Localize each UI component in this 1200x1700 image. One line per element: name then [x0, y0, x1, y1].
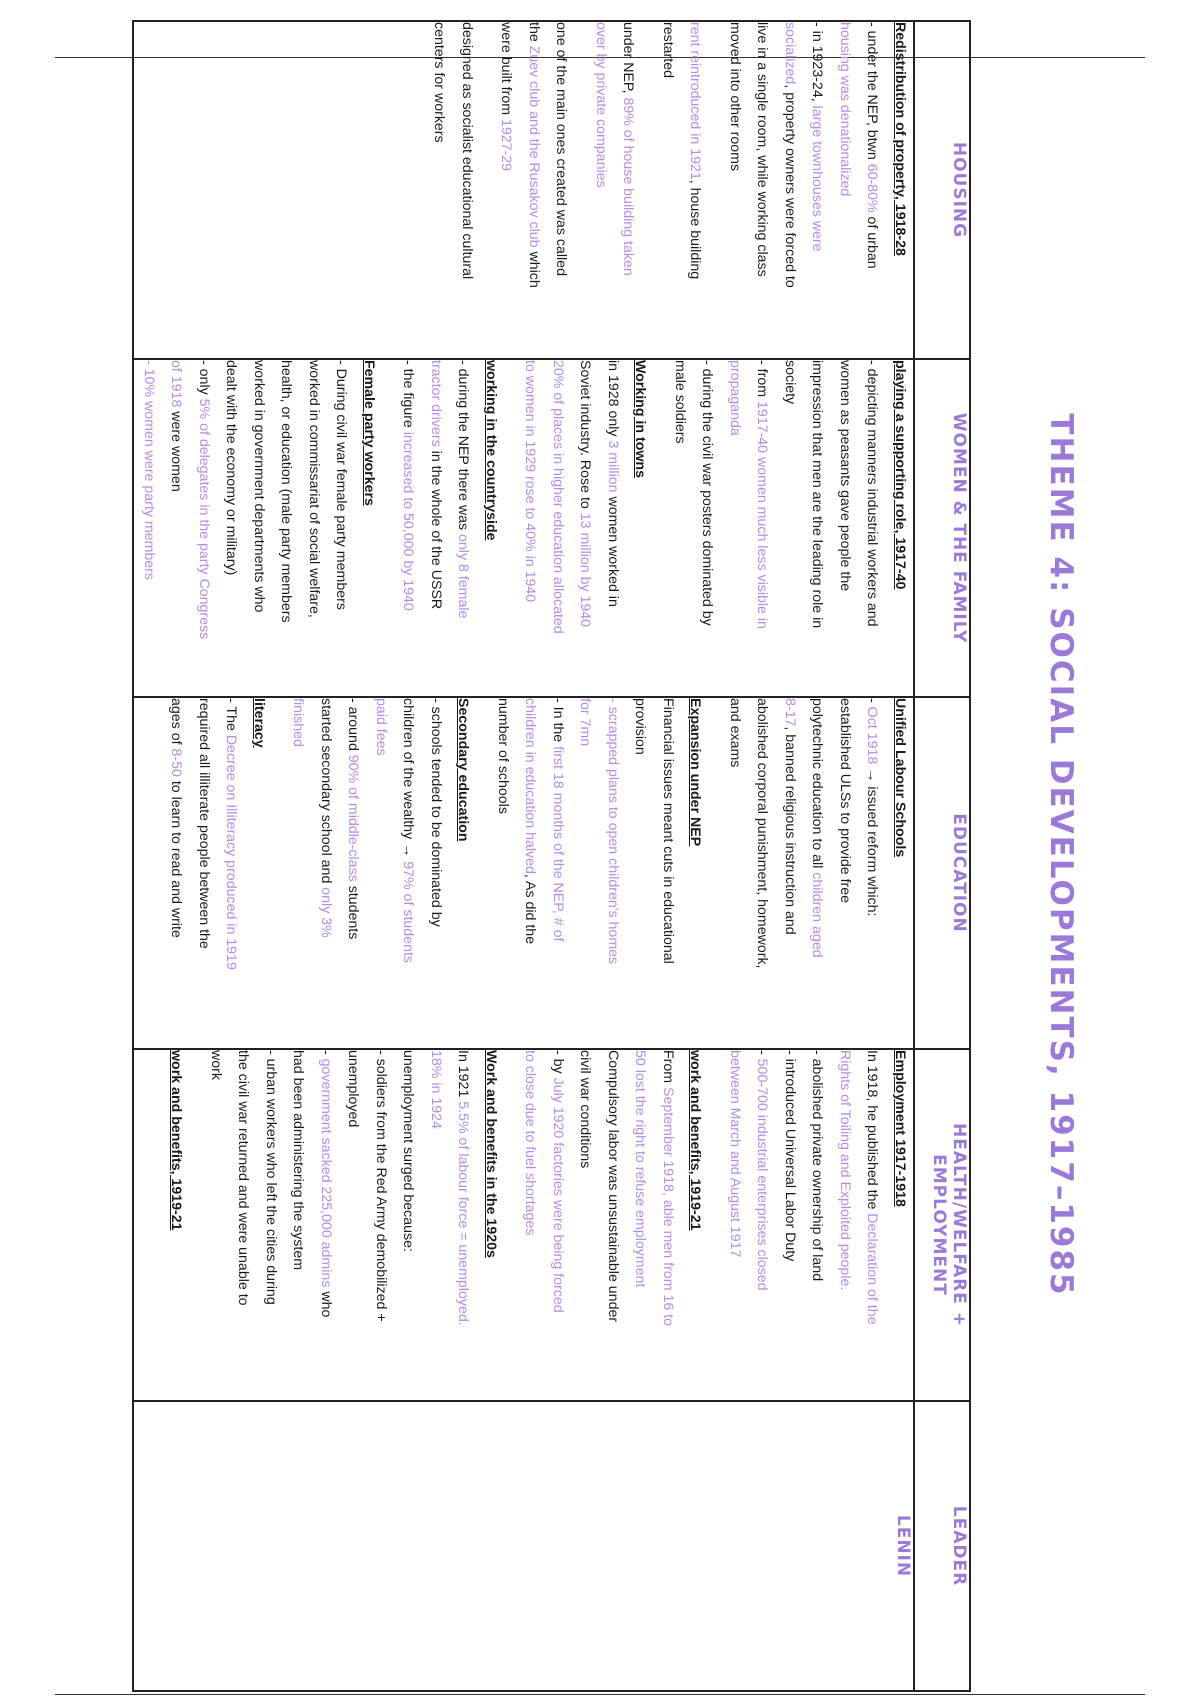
- header-health: HEALTH/WELFARE + EMPLOYMENT: [914, 1049, 970, 1401]
- list-item: were built from 1927-29: [498, 22, 515, 172]
- health-heading-1: Employment 1917-1918: [892, 1050, 908, 1207]
- list-item: - in 1923-24, large townhouses were: [809, 22, 826, 252]
- list-item: 18% in 1924: [428, 1050, 444, 1129]
- list-item: socialized, property owners were forced to: [782, 22, 798, 288]
- list-item: Compulsory labor was unsustainable under: [605, 1050, 621, 1323]
- list-item: 50 lost the right to refuse employment: [632, 1050, 649, 1288]
- list-item: propaganda: [727, 360, 743, 436]
- header-women: WOMEN & THE FAMILY: [914, 359, 970, 697]
- list-item: - During civil war female party members: [333, 360, 350, 610]
- list-item: housing was denationalized: [837, 22, 853, 197]
- list-item: society: [782, 360, 798, 405]
- education-heading-4: literacy: [251, 698, 267, 748]
- theme-table: [133, 20, 972, 1692]
- list-item: one of the main ones created was called: [553, 22, 570, 276]
- list-item: In 1918, he published the Declaration of the: [864, 1050, 881, 1325]
- list-item: - 10% women were party members: [141, 360, 157, 580]
- list-item: Rights of Toiling and Exploited people.: [837, 1050, 853, 1291]
- list-item: polytechnic education to all children aged: [809, 698, 826, 958]
- lenin-row: [134, 21, 915, 1691]
- list-item: - during the civil war posters dominated by: [699, 360, 716, 626]
- list-item: under NEP, 89% of house building taken: [620, 22, 637, 276]
- housing-heading: Redistribution of property, 1918-28: [892, 22, 908, 256]
- health-heading-4: work and benefits, 1919-21: [168, 1050, 185, 1231]
- list-item: rent reintroduced in 1921, house building: [687, 22, 704, 280]
- list-item: worked in government departments who: [251, 360, 267, 613]
- list-item: restarted: [660, 22, 676, 78]
- list-item: live in a single room, while working class: [754, 22, 771, 277]
- list-item: - depicting manners industrial workers and: [864, 360, 881, 627]
- list-item: - In the first 18 months of the NEP, # of: [550, 698, 566, 942]
- list-item: started secondary school and only 3%: [318, 698, 334, 938]
- health-heading-3: Work and benefits in the 1920s: [483, 1050, 499, 1258]
- list-item: the civil war returned and were unable to: [235, 1050, 252, 1306]
- list-item: abolished corporal punishment, homework,: [754, 698, 771, 969]
- list-item: had been administering the system: [290, 1050, 307, 1271]
- list-item: 8-17, banned religious instruction and: [782, 698, 798, 935]
- leader-cell: LENIN: [134, 1401, 915, 1691]
- header-housing: HOUSING: [914, 21, 970, 359]
- list-item: civil war conditions: [577, 1050, 594, 1169]
- list-item: over by private companies: [593, 22, 609, 188]
- list-item: unemployed: [345, 1050, 362, 1128]
- list-item: - urban workers who left the cities during: [263, 1050, 279, 1305]
- list-item: children of the wealthy → 97% of students: [400, 698, 417, 963]
- health-heading-2: work and benefits, 1919-21: [687, 1050, 704, 1231]
- list-item: ages of 8-50 to learn to read and write: [168, 698, 185, 938]
- education-heading-3: Secondary education: [455, 698, 472, 842]
- list-item: worked in commissariat of social welfare,: [306, 360, 322, 618]
- list-item: - introduced Universal Labor Duty: [782, 1050, 798, 1262]
- list-item: - Oct 1918 → issued reform which:: [864, 698, 881, 917]
- list-item: of 1918 were women: [168, 360, 185, 492]
- women-heading-1: playing a supporting role, 1917-40: [892, 360, 908, 590]
- list-item: health, or education (male party members: [278, 360, 295, 623]
- list-item: number of schools: [495, 698, 511, 814]
- education-heading-1: Unified Labour Schools: [892, 698, 908, 858]
- list-item: male soldiers: [672, 360, 688, 444]
- list-item: children in education halved, As did the: [522, 698, 539, 945]
- list-item: centers for workers: [431, 22, 448, 143]
- women-heading-2: Working in towns: [632, 360, 649, 478]
- list-item: tractor drivers in the whole of the USSR: [428, 360, 444, 610]
- list-item: moved into other rooms: [727, 22, 743, 172]
- list-item: 20% of places in higher education allocated: [550, 360, 566, 634]
- header-leader: LEADER: [914, 1401, 970, 1691]
- list-item: - the figure increased to 50,000 by 1940: [400, 360, 417, 611]
- list-item: - by July 1920 factories were being forced: [550, 1050, 566, 1313]
- list-item: established ULSs to provide free: [837, 698, 853, 904]
- list-item: - soldiers from the Red Army demobilized +: [373, 1050, 389, 1322]
- list-item: - scrapped plans to open children's homes: [605, 698, 621, 965]
- women-cell: [134, 359, 915, 697]
- list-item: women as peasants gave people the: [837, 360, 853, 592]
- list-item: between March and August 1917: [727, 1050, 743, 1258]
- list-item: and exams: [727, 698, 743, 768]
- housing-cell: [134, 21, 915, 359]
- list-item: Financial issues meant cuts in educational: [660, 698, 676, 964]
- list-item: - around 90% of middle-class students: [345, 698, 362, 940]
- list-item: for 7mn: [577, 698, 594, 747]
- list-item: - The Decree on Illiteracy produced in 1919: [223, 698, 240, 970]
- women-heading-3: working in the countryside: [483, 360, 499, 541]
- list-item: the Zuev club and the Rusakov club which: [526, 22, 542, 288]
- page-title: THEME 4: SOCIAL DEVELOPMENTS, 1917–1985: [1043, 413, 1079, 1297]
- list-item: From September 1918, able men from 16 to: [660, 1050, 676, 1327]
- list-item: work: [208, 1050, 224, 1080]
- list-item: to women in 1929 rose to 40% in 1940: [522, 360, 539, 603]
- list-item: designed as socialist educational cultural: [459, 22, 475, 280]
- list-item: impression that men are the leading role in: [809, 360, 826, 629]
- list-item: finished: [290, 698, 307, 747]
- list-item: provision: [632, 698, 649, 755]
- header-row: [914, 21, 970, 1691]
- list-item: - 500-700 industrial enterprises closed: [754, 1050, 771, 1291]
- bottom-rule: [55, 1694, 1145, 1695]
- list-item: paid fees: [373, 698, 389, 756]
- education-heading-2: Expansion under NEP: [687, 698, 704, 847]
- health-cell: [134, 1049, 915, 1401]
- list-item: - from 1917-40 women much less visible in: [754, 360, 771, 629]
- list-item: - abolished private ownership of land: [809, 1050, 826, 1282]
- header-education: EDUCATION: [914, 697, 970, 1049]
- list-item: - government sacked 225,000 admins who: [318, 1050, 334, 1318]
- list-item: in 1928 only 3 million women worked in: [605, 360, 621, 607]
- rotated-page: [141, 20, 1141, 1690]
- list-item: In 1921 5.5% of labour force = unemployed.: [455, 1050, 472, 1326]
- list-item: - only 5% of delegates in the party Congress: [196, 360, 212, 640]
- list-item: required all illiterate people between the: [196, 698, 212, 949]
- list-item: - schools tended to be dominated by: [428, 698, 444, 927]
- education-cell: [134, 697, 915, 1049]
- list-item: unemployment surged because:: [400, 1050, 417, 1252]
- list-item: Soviet industry. Rose to 13 million by 1940: [577, 360, 594, 628]
- list-item: - during the NEP there was only 8 female: [455, 360, 472, 619]
- list-item: to close due to fuel shortages: [522, 1050, 539, 1236]
- women-heading-4: Female party workers: [361, 360, 377, 506]
- list-item: - under the NEP, btwn 60-80% of urban: [864, 22, 881, 269]
- list-item: dealt with the economy or military): [223, 360, 240, 576]
